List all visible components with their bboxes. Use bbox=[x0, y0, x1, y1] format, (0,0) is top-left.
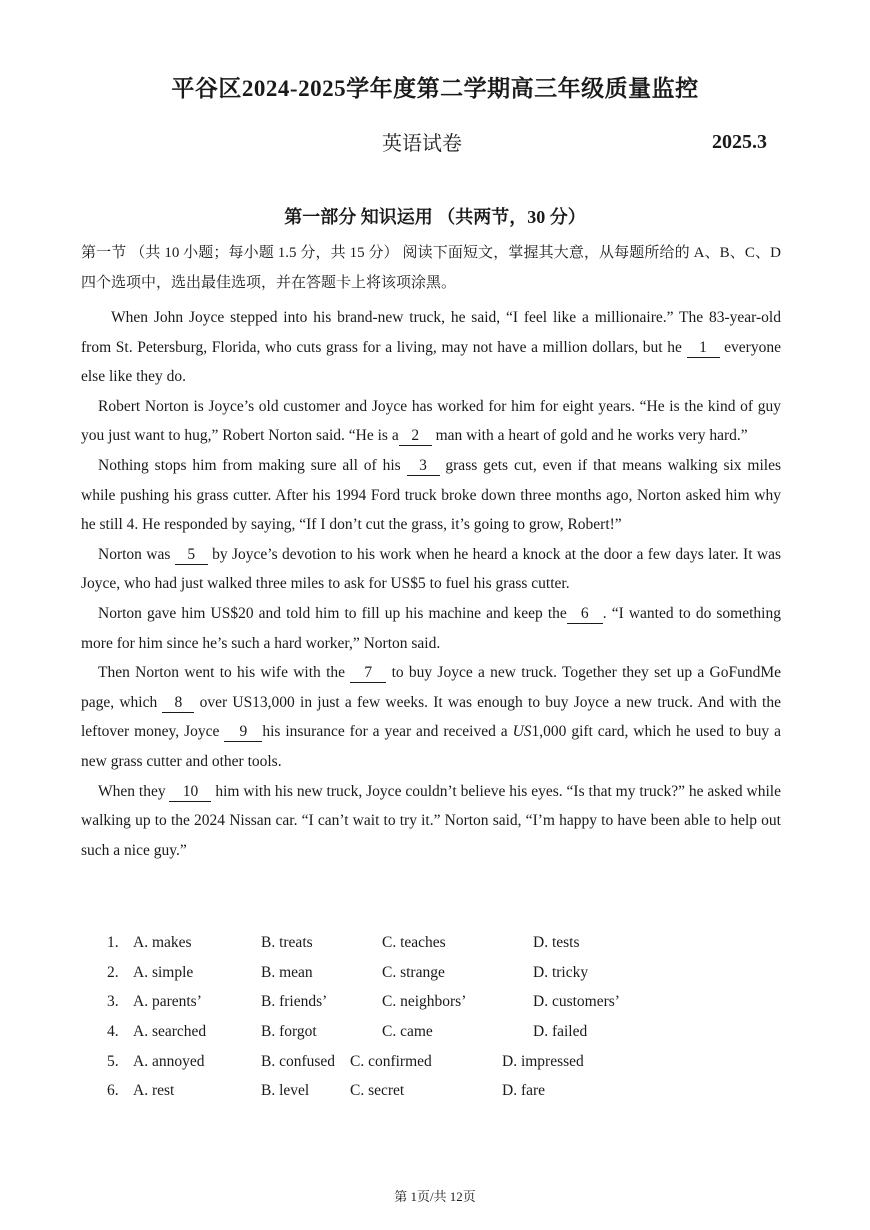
passage-text: to buy Joyce a new truck. Together they set up a GoFundMe page, which bbox=[81, 664, 781, 711]
option-b: B. friends’ bbox=[261, 993, 328, 1011]
option-a: A. rest bbox=[133, 1082, 175, 1100]
passage-text: by Joyce’s devotion to his work when he heard a knock at the door a few days later. It was Joyce, who had just walked three miles to ask for US$5 to fuel his grass cutter. bbox=[81, 545, 781, 593]
option-a: A. searched bbox=[133, 1023, 207, 1041]
option-c: C. came bbox=[382, 1023, 433, 1041]
question-number: 1. bbox=[107, 934, 119, 951]
passage-text: Nothing stops him from making sure all of his bbox=[98, 456, 407, 474]
passage-text: him with his new truck, Joyce couldn’t believe his eyes. “Is that my truck?” he asked while walking up to the 2024 Nissan car. “I can’t wait to try it.” Norton said, “I’m happy to have been able to help out such a nice guy.” bbox=[81, 782, 781, 859]
question-row-6 bbox=[107, 1076, 707, 1106]
passage-text: man with a heart of gold and he works very hard.” bbox=[431, 427, 748, 445]
option-b: B. level bbox=[261, 1082, 310, 1100]
option-d: D. customers’ bbox=[533, 993, 620, 1011]
exam-subtitle: 英语试卷 bbox=[382, 133, 462, 155]
blank-6: 6 bbox=[567, 605, 603, 624]
blank-3: 3 bbox=[407, 457, 440, 476]
section-instructions: 第一节 （共 10 小题；每小题 1.5 分，共 15 分） 阅读下面短文，掌握其大意，从每题所给的 A、B、C、D 四个选项中，选出最佳选项，并在答题卡上将该项涂黑。 bbox=[81, 245, 781, 291]
reading-passage bbox=[81, 303, 781, 865]
answer-options bbox=[107, 928, 707, 1106]
passage-text: When John Joyce stepped into his brand-new truck, he said, “I feel like a millionaire.” The 83-year-old from St. Petersburg, Florida, who cuts grass for a living, may not have a million dollars, but he bbox=[81, 309, 781, 356]
passage-text: . “I wanted to do something more for him since he’s such a hard worker,” Norton said. bbox=[81, 604, 781, 652]
question-number: 6. bbox=[107, 1082, 119, 1100]
passage-paragraph-7 bbox=[81, 777, 781, 866]
blank-9: 9 bbox=[224, 723, 262, 742]
option-d: D. failed bbox=[533, 1023, 588, 1041]
option-b: B. treats bbox=[261, 934, 313, 951]
page-number: 第 1页/共 12页 bbox=[394, 1189, 476, 1204]
question-row-4 bbox=[107, 1017, 707, 1047]
question-number: 5. bbox=[107, 1052, 119, 1070]
option-a: A. simple bbox=[133, 963, 194, 981]
option-b: B. mean bbox=[261, 963, 313, 981]
passage-paragraph-5 bbox=[81, 599, 781, 658]
option-d: D. impressed bbox=[502, 1052, 584, 1070]
part-title: 第一部分 知识运用 （共两节，30 分） bbox=[284, 207, 586, 227]
passage-paragraph-6 bbox=[81, 658, 781, 776]
exam-title: 平谷区2024-2025学年度第二学期高三年级质量监控 bbox=[171, 76, 699, 101]
passage-text: everyone else like they do. bbox=[81, 338, 781, 386]
passage-text: Norton gave him US$20 and told him to fill up his machine and keep the bbox=[98, 604, 567, 622]
option-a: A. parents’ bbox=[133, 993, 202, 1011]
option-a: A. annoyed bbox=[133, 1052, 205, 1070]
option-b: B. confused bbox=[261, 1052, 336, 1070]
option-d: D. fare bbox=[502, 1082, 546, 1100]
option-d: D. tricky bbox=[533, 963, 589, 981]
passage-text: Norton was bbox=[98, 545, 175, 563]
option-a: A. makes bbox=[133, 934, 192, 951]
blank-7: 7 bbox=[350, 664, 386, 683]
passage-text: Robert Norton is Joyce’s old customer and Joyce has worked for him for eight years. “He is the kind of guy you just want to hug,” Robert Norton said. “He is a bbox=[81, 397, 781, 445]
question-number: 3. bbox=[107, 993, 119, 1011]
passage-paragraph-2 bbox=[81, 392, 781, 451]
option-b: B. forgot bbox=[261, 1023, 317, 1041]
question-row-3 bbox=[107, 987, 707, 1017]
passage-text: Then Norton went to his wife with the bbox=[98, 664, 351, 682]
passage-paragraph-4 bbox=[81, 540, 781, 599]
question-number: 4. bbox=[107, 1023, 119, 1041]
passage-paragraph-1 bbox=[81, 303, 781, 392]
blank-5: 5 bbox=[175, 546, 208, 565]
blank-2: 2 bbox=[399, 427, 432, 446]
question-row-2 bbox=[107, 958, 707, 988]
exam-date: 2025.3 bbox=[712, 131, 767, 153]
option-c: C. teaches bbox=[382, 934, 446, 951]
blank-1: 1 bbox=[687, 339, 720, 358]
option-c: C. confirmed bbox=[350, 1052, 432, 1070]
passage-text: grass gets cut, even if that means walking six miles while pushing his grass cutter. After his 1994 Ford truck broke down three months ago, Norton asked him why he still 4. He responded by saying, “If I don’t cut the grass, it’s going to grow, Robert!” bbox=[81, 456, 781, 534]
option-c: C. neighbors’ bbox=[382, 993, 467, 1011]
blank-8: 8 bbox=[162, 694, 194, 713]
option-c: C. secret bbox=[350, 1082, 405, 1100]
option-c: C. strange bbox=[382, 963, 445, 981]
option-d: D. tests bbox=[533, 934, 580, 951]
passage-text: his insurance for a year and received a bbox=[262, 723, 513, 741]
passage-paragraph-3 bbox=[81, 451, 781, 540]
passage-text-italic: US bbox=[512, 723, 532, 741]
blank-10: 10 bbox=[169, 783, 211, 802]
question-number: 2. bbox=[107, 963, 119, 981]
passage-text: over US13,000 in just a few weeks. It was enough to buy Joyce a new truck. And with the leftover money, Joyce bbox=[81, 693, 781, 741]
passage-text: 1,000 gift card, which he used to buy a new grass cutter and other tools. bbox=[81, 723, 781, 770]
question-row-1 bbox=[107, 928, 707, 958]
passage-text: When they bbox=[98, 782, 170, 800]
question-row-5 bbox=[107, 1047, 707, 1077]
